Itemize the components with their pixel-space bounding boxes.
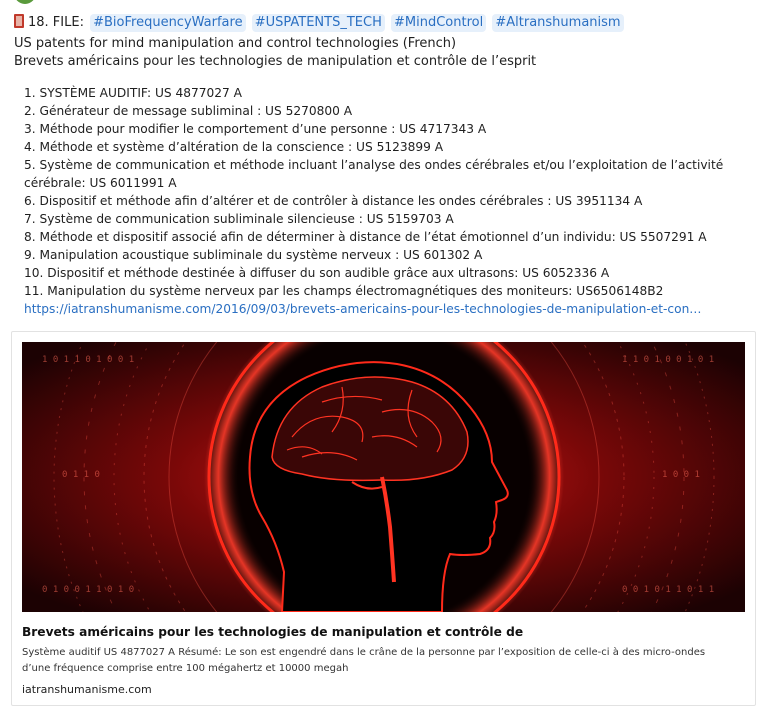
list-item: 6. Dispositif et méthode afin d’altérer et de contrôler à distance les ondes cérébrales : US 3951134 A <box>24 194 643 208</box>
svg-text:1 1 0 1 0 0 1 0 1: 1 1 0 1 0 0 1 0 1 <box>622 355 715 365</box>
brain-silhouette-illustration <box>22 342 745 612</box>
preview-image[interactable] <box>22 342 745 612</box>
post-header <box>14 14 624 32</box>
list-item: 2. Générateur de message subliminal : US 5270800 A <box>24 104 353 118</box>
subtitle-english: US patents for mind manipulation and control technologies (French) <box>14 36 457 51</box>
link-preview-card[interactable] <box>11 331 756 706</box>
file-label: 18. FILE: <box>28 15 84 30</box>
subtitle-french: Brevets américains pour les technologies de manipulation et contrôle de l’esprit <box>14 54 537 69</box>
svg-text:1 0 0 1: 1 0 0 1 <box>662 470 700 480</box>
hashtag-biofrequencywarfare[interactable]: #BioFrequencyWarfare <box>90 14 245 32</box>
svg-text:0 1 1 0: 0 1 1 0 <box>62 470 100 480</box>
hashtag-altranshumanism[interactable]: #Altranshumanism <box>492 14 623 32</box>
list-item: 1. SYSTÈME AUDITIF: US 4877027 A <box>24 86 242 100</box>
svg-text:1 0 1 1 0 1 0 0 1: 1 0 1 1 0 1 0 0 1 <box>42 355 135 365</box>
card-description: Système auditif US 4877027 A Résumé: Le son est engendré dans le crâne de la personne par l’exposition de celle-ci à des micro-ondes d’une fréquence comprise entre 100 mégahertz et 10000 megah <box>22 647 706 674</box>
list-item: 10. Dispositif et méthode destinée à diffuser du son audible grâce aux ultrasons: US 6052336 A <box>24 266 610 280</box>
avatar[interactable] <box>14 0 36 4</box>
svg-text:0 1 0 0 1 1 0 1 0: 0 1 0 0 1 1 0 1 0 <box>42 585 135 595</box>
hashtag-mindcontrol[interactable]: #MindControl <box>391 14 486 32</box>
article-link[interactable]: https://iatranshumanisme.com/2016/09/03/brevets-americains-pour-les-technologies-de-manipulation-et-con… <box>24 302 702 316</box>
list-item: 4. Méthode et système d’altération de la conscience : US 5123899 A <box>24 140 444 154</box>
patent-list <box>24 84 756 300</box>
file-folder-icon <box>14 14 24 28</box>
card-domain[interactable]: iatranshumanisme.com <box>22 683 152 696</box>
list-item: 7. Système de communication subliminale silencieuse : US 5159703 A <box>24 212 454 226</box>
card-title[interactable]: Brevets américains pour les technologies de manipulation et contrôle de <box>22 625 524 639</box>
list-item: 3. Méthode pour modifier le comportement d’une personne : US 4717343 A <box>24 122 487 136</box>
list-item: 11. Manipulation du système nerveux par les champs électromagnétiques des moniteurs: US6506148B2 <box>24 284 664 298</box>
list-item: 9. Manipulation acoustique subliminale du système nerveux : US 601302 A <box>24 248 483 262</box>
list-item: cérébrale: US 6011991 A <box>24 176 177 190</box>
svg-text:0 0 1 0 1 1 0 1 1: 0 0 1 0 1 1 0 1 1 <box>622 585 715 595</box>
list-item: 5. Système de communication et méthode incluant l’analyse des ondes cérébrales et/ou l’exploitation de l’activité <box>24 158 724 172</box>
list-item: 8. Méthode et dispositif associé afin de déterminer à distance de l’état émotionnel d’un individu: US 5507291 A <box>24 230 707 244</box>
hashtag-uspatents-tech[interactable]: #USPATENTS_TECH <box>252 14 385 32</box>
